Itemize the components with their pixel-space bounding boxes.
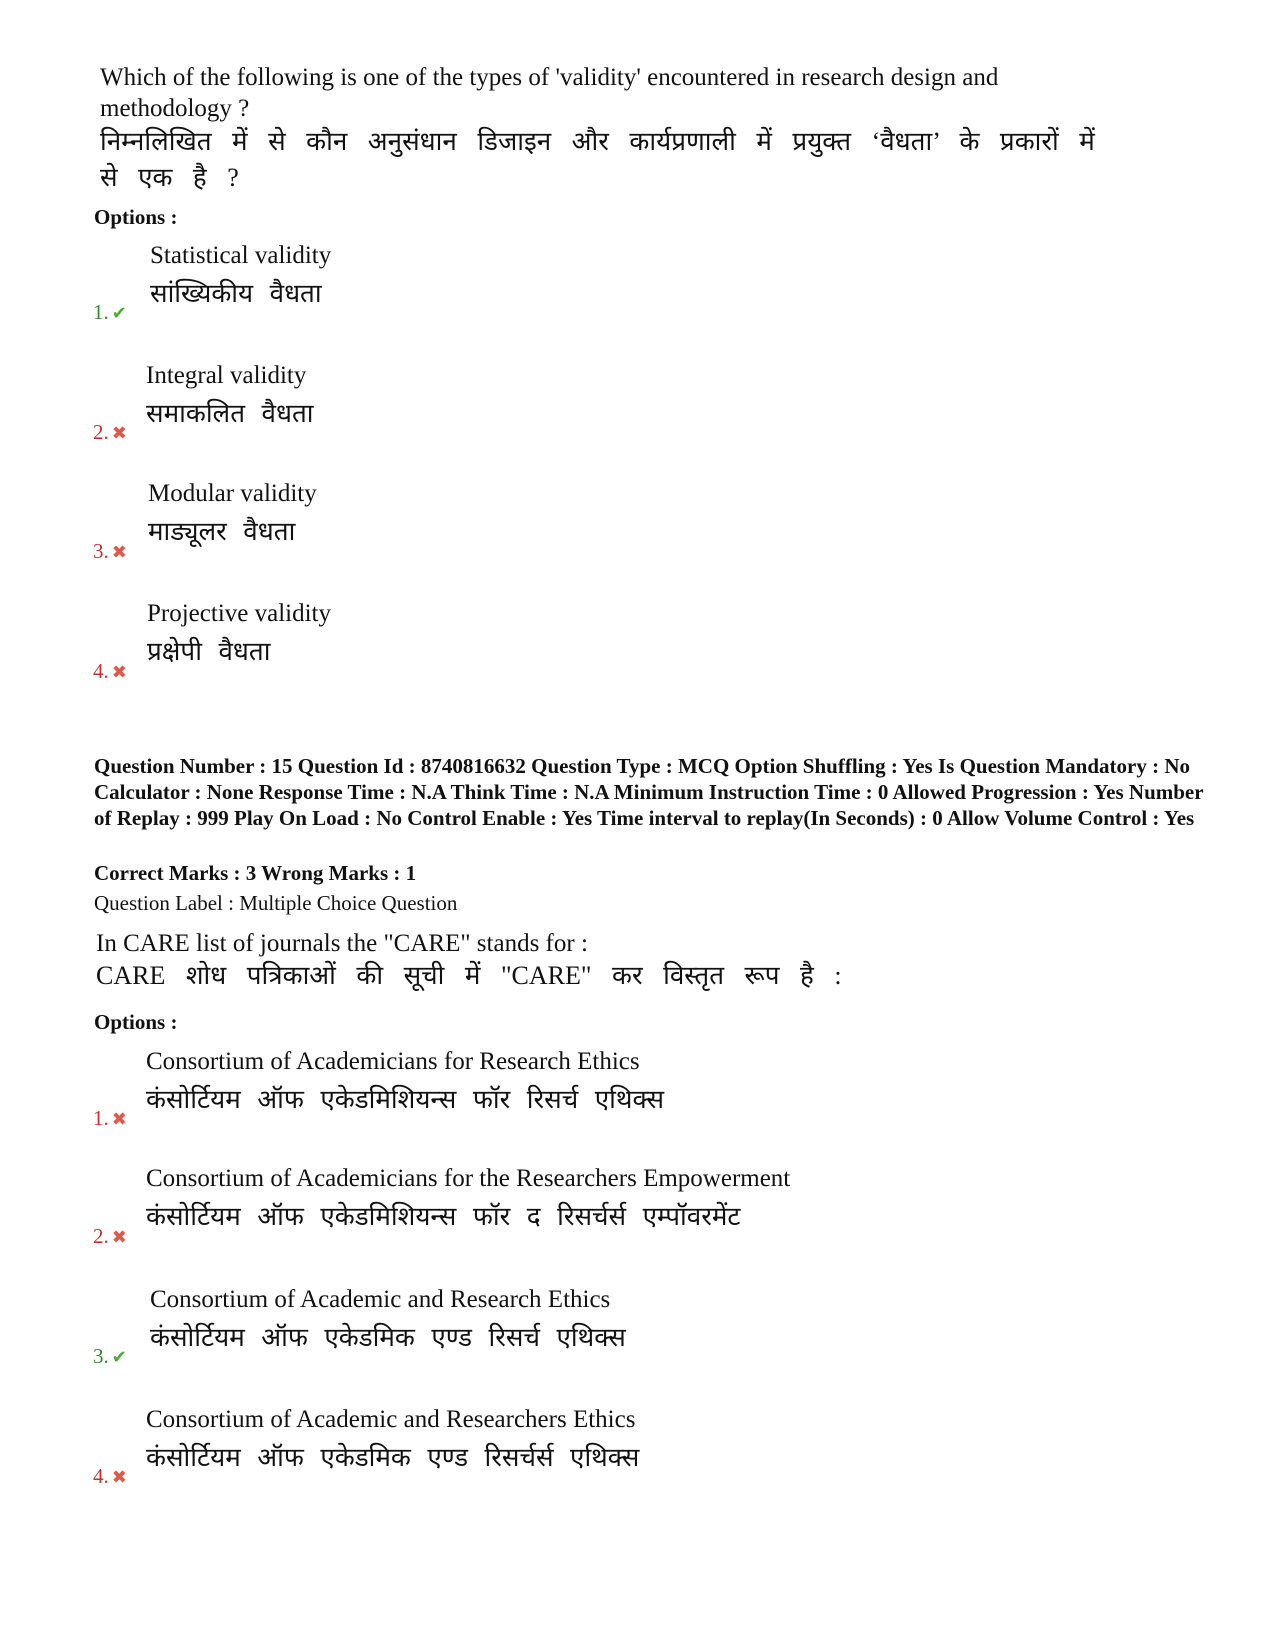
q15-option-2-number: 2. ✖ (93, 1224, 127, 1248)
q15-options-label: Options : (94, 1010, 178, 1034)
check-icon: ✔ (111, 303, 127, 323)
q14-option-2-en: Integral validity (146, 362, 307, 389)
q14-option-4-en: Projective validity (147, 600, 331, 627)
q15-option-4-hi: कंसोर्टियम ऑफ एकेडमिक एण्ड रिसर्चर्स एथिक्स (146, 1443, 640, 1472)
q14-option-1-number: 1. ✔ (93, 300, 127, 324)
q15-option-4-number: 4. ✖ (93, 1464, 127, 1488)
q15-marks: Correct Marks : 3 Wrong Marks : 1 (94, 861, 417, 885)
cross-icon: ✖ (111, 1109, 127, 1129)
q14-option-3-number: 3. ✖ (93, 539, 127, 563)
q15-option-1-en: Consortium of Academicians for Research Ethics (146, 1048, 640, 1075)
q15-question-text-hi: CARE शोध पत्रिकाओं की सूची में "CARE" कर विस्तृत रूप है : (96, 961, 842, 990)
q14-option-3-hi: माड्यूलर वैधता (148, 517, 296, 546)
q15-option-3-hi: कंसोर्टियम ऑफ एकेडमिक एण्ड रिसर्च एथिक्स (150, 1323, 626, 1352)
q14-option-2-hi: समाकलित वैधता (146, 399, 314, 428)
cross-icon: ✖ (111, 1467, 127, 1487)
q15-option-1-hi: कंसोर्टियम ऑफ एकेडमिशियन्स फॉर रिसर्च एथिक्स (146, 1085, 665, 1114)
q14-option-4-hi: प्रक्षेपी वैधता (147, 637, 271, 666)
q14-options-label: Options : (94, 205, 178, 229)
cross-icon: ✖ (111, 542, 127, 562)
q15-question-text-en: In CARE list of journals the "CARE" stands for : (96, 930, 588, 957)
q14-option-3-en: Modular validity (148, 480, 317, 507)
cross-icon: ✖ (111, 1227, 127, 1247)
q15-option-2-hi: कंसोर्टियम ऑफ एकेडमिशियन्स फॉर द रिसर्चर्स एम्पॉवरमेंट (146, 1202, 741, 1231)
q14-option-1-hi: सांख्यिकीय वैधता (150, 279, 322, 308)
cross-icon: ✖ (111, 423, 127, 443)
q15-option-4-en: Consortium of Academic and Researchers Ethics (146, 1406, 636, 1433)
cross-icon: ✖ (111, 662, 127, 682)
q14-option-4-number: 4. ✖ (93, 659, 127, 683)
q15-meta-info: Question Number : 15 Question Id : 8740816632 Question Type : MCQ Option Shuffling : Yes Is Question Mandatory : No Calculator : None Response Time : N.A Think Time : N.A Minimum Instruction Time : 0 Allowed Progression : Yes Number of Replay : 999 Play On Load : No Control Enable : Yes Time interval to replay(In Seconds) : 0 Allow Volume Control : Yes (94, 754, 1204, 830)
q15-option-3-number: 3. ✔ (93, 1344, 127, 1368)
q14-option-2-number: 2. ✖ (93, 420, 127, 444)
q15-option-3-en: Consortium of Academic and Research Ethics (150, 1286, 611, 1313)
q15-option-1-number: 1. ✖ (93, 1106, 127, 1130)
q15-question-label: Question Label : Multiple Choice Question (94, 891, 458, 915)
q14-option-1-en: Statistical validity (150, 242, 332, 269)
q14-question-text-en: Which of the following is one of the types of 'validity' encountered in research design and methodology ? (100, 64, 999, 122)
check-icon: ✔ (111, 1347, 127, 1367)
q14-question-text-hi: निम्नलिखित में से कौन अनुसंधान डिजाइन और कार्यप्रणाली में प्रयुक्त ‘वैधता’ के प्रकारों में से एक है ? (100, 127, 1095, 192)
q15-option-2-en: Consortium of Academicians for the Researchers Empowerment (146, 1165, 791, 1192)
